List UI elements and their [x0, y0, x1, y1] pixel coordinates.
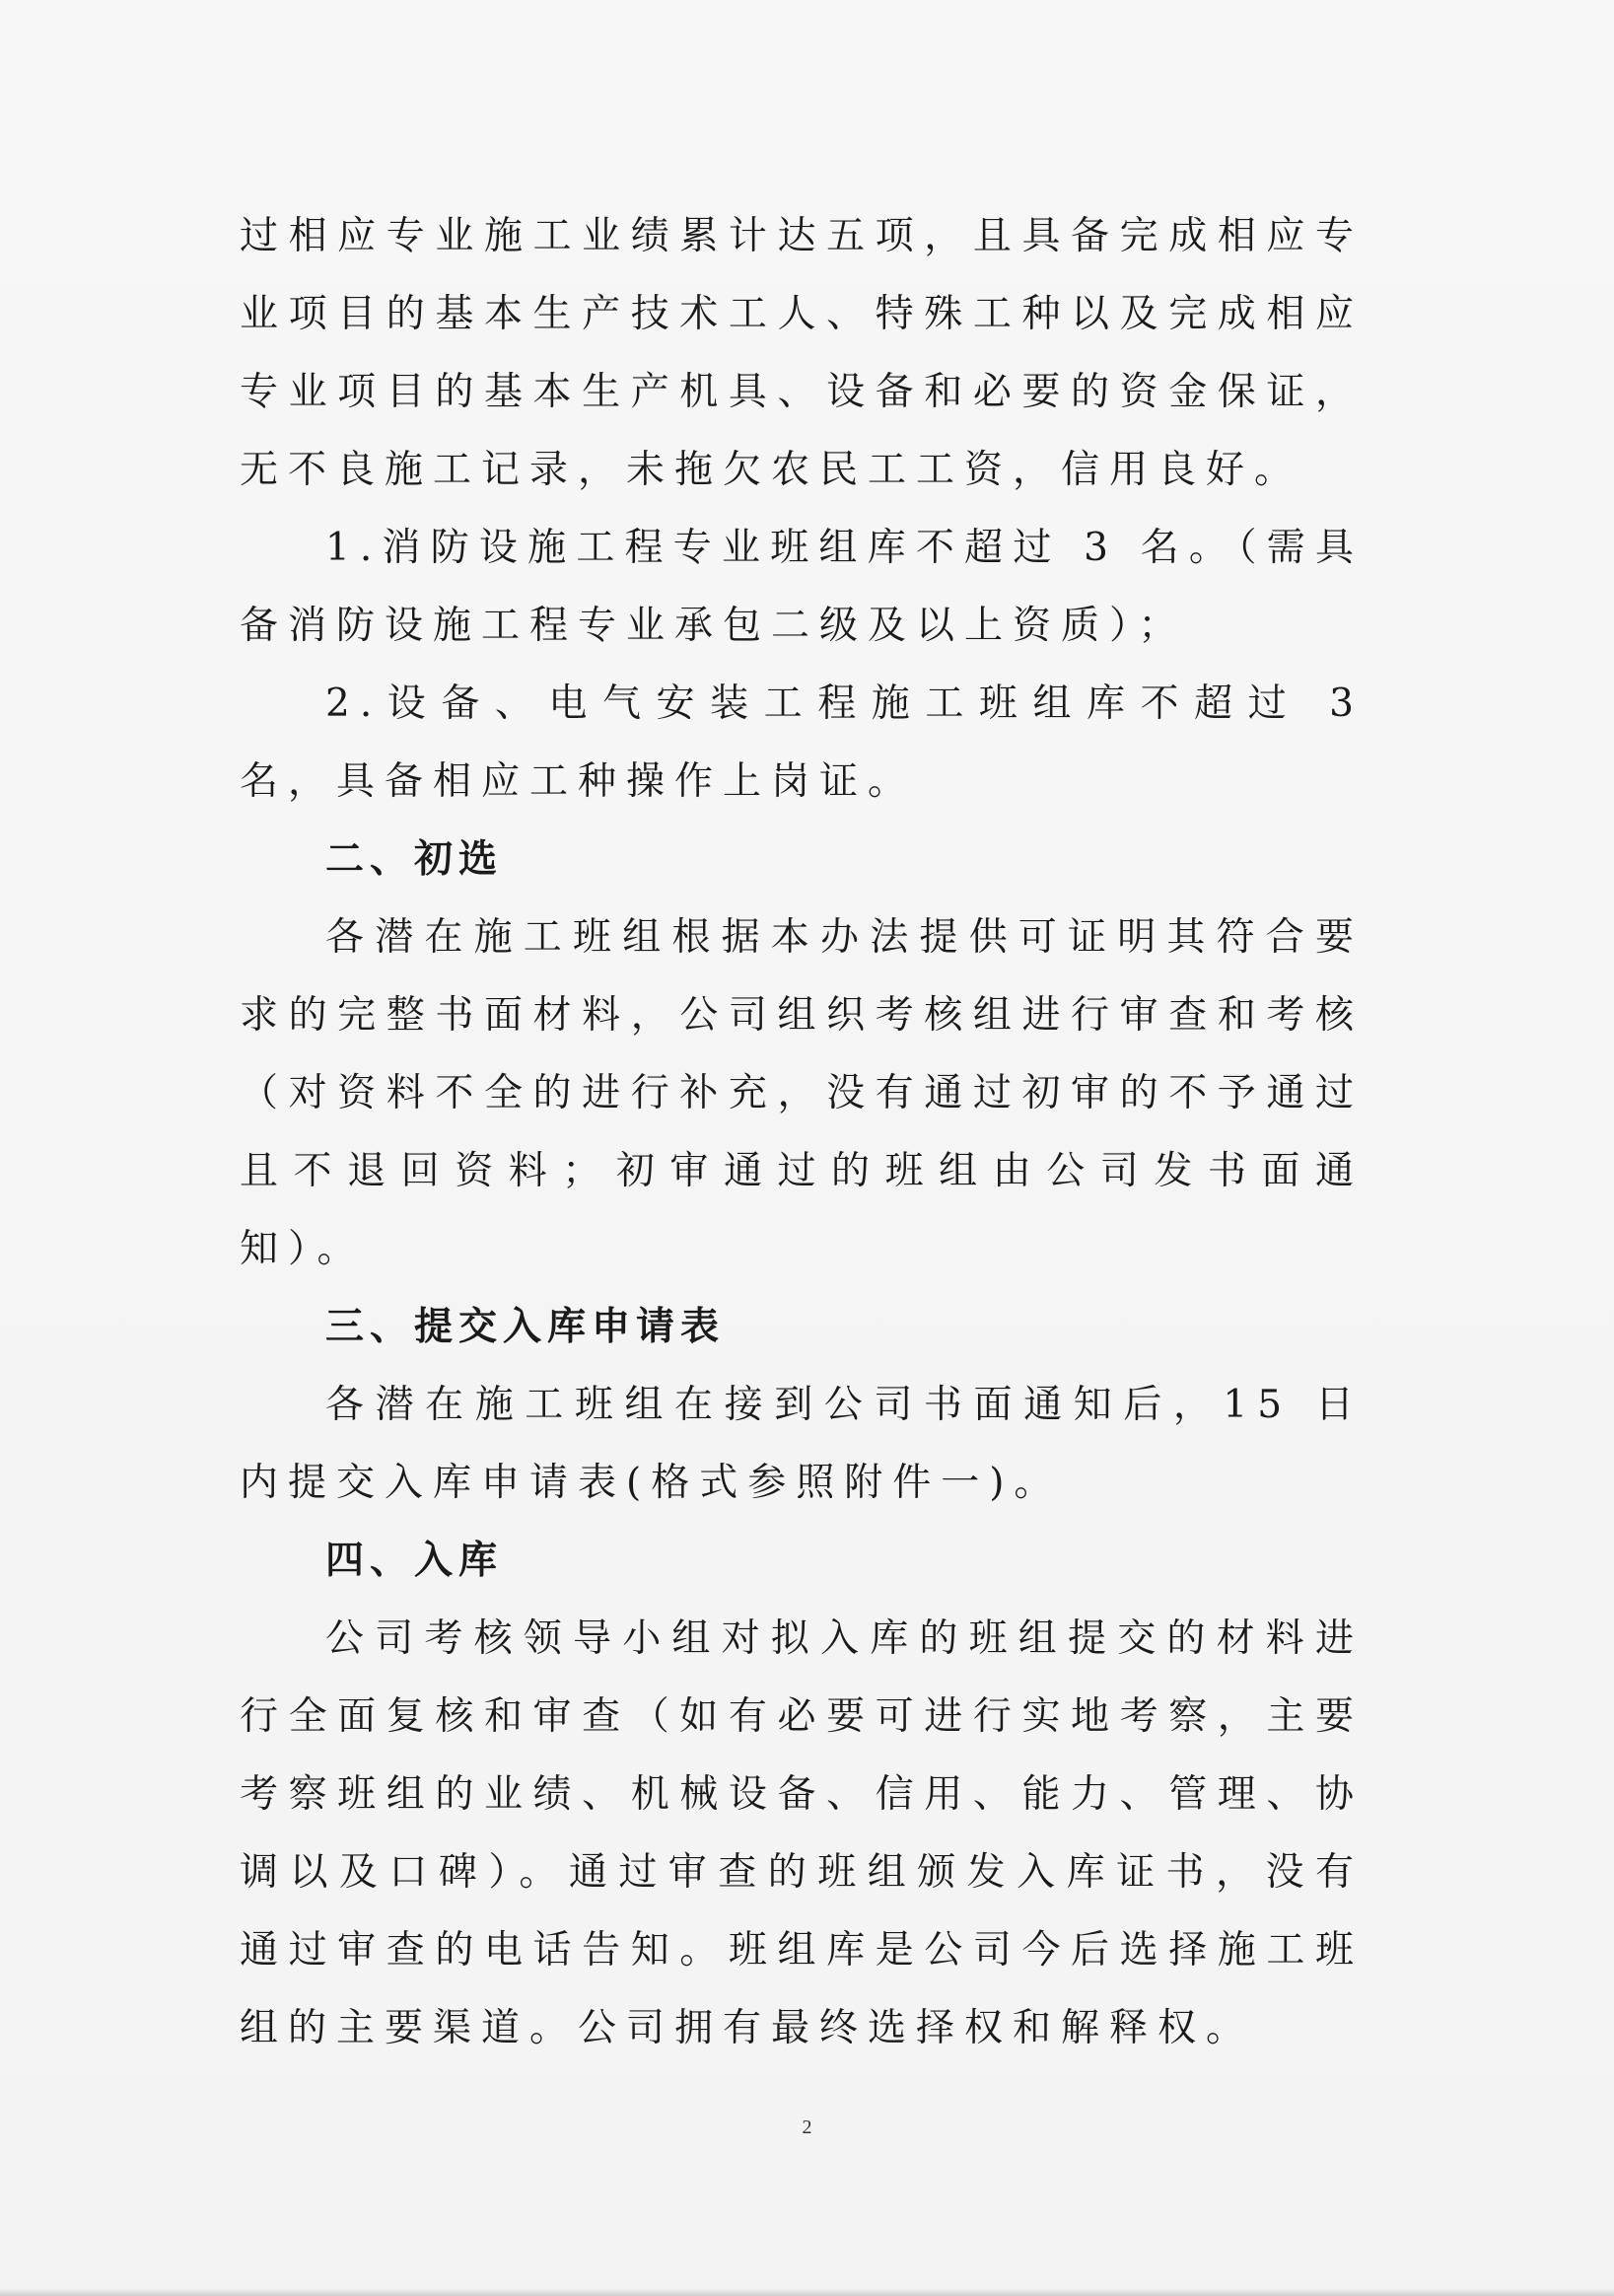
heading-admission: 四、入库: [325, 1539, 504, 1583]
document-body: [240, 197, 1364, 2067]
heading-submit-application: 三、提交入库申请表: [325, 1305, 726, 1349]
paragraph-electrical-installation-team-limit: 2.设备、电气安装工程施工班组库不超过 3 名，具备相应工种操作上岗证。: [240, 682, 1364, 804]
paragraph-preliminary-selection: 各潜在施工班组根据本办法提供可证明其符合要求的完整书面材料，公司组织考核组进行审查和考核（对资料不全的进行补充，没有通过初审的不予通过且不退回资料；初审通过的班组由公司发书面通知）。: [240, 915, 1364, 1271]
paragraph-qualification-continued: 过相应专业施工业绩累计达五项，且具备完成相应专业项目的基本生产技术工人、特殊工种以及完成相应专业项目的基本生产机具、设备和必要的资金保证，无不良施工记录，未拖欠农民工工资，信用良好。: [240, 214, 1364, 492]
page-number: 2: [802, 2117, 812, 2138]
paragraph-fire-protection-team-limit: 1.消防设施工程专业班组库不超过 3 名。（需具备消防设施工程专业承包二级及以上资质）；: [240, 526, 1364, 648]
scan-edge: [0, 2288, 1614, 2296]
heading-preliminary-selection: 二、初选: [325, 837, 504, 882]
paragraph-submit-application: 各潜在施工班组在接到公司书面通知后，15 日内提交入库申请表(格式参照附件一)。: [240, 1383, 1364, 1505]
paragraph-admission: 公司考核领导小组对拟入库的班组提交的材料进行全面复核和审查（如有必要可进行实地考察，主要考察班组的业绩、机械设备、信用、能力、管理、协调以及口碑）。通过审查的班组颁发入库证书，没有通过审查的电话告知。班组库是公司今后选择施工班组的主要渠道。公司拥有最终选择权和解释权。: [240, 1616, 1364, 2050]
